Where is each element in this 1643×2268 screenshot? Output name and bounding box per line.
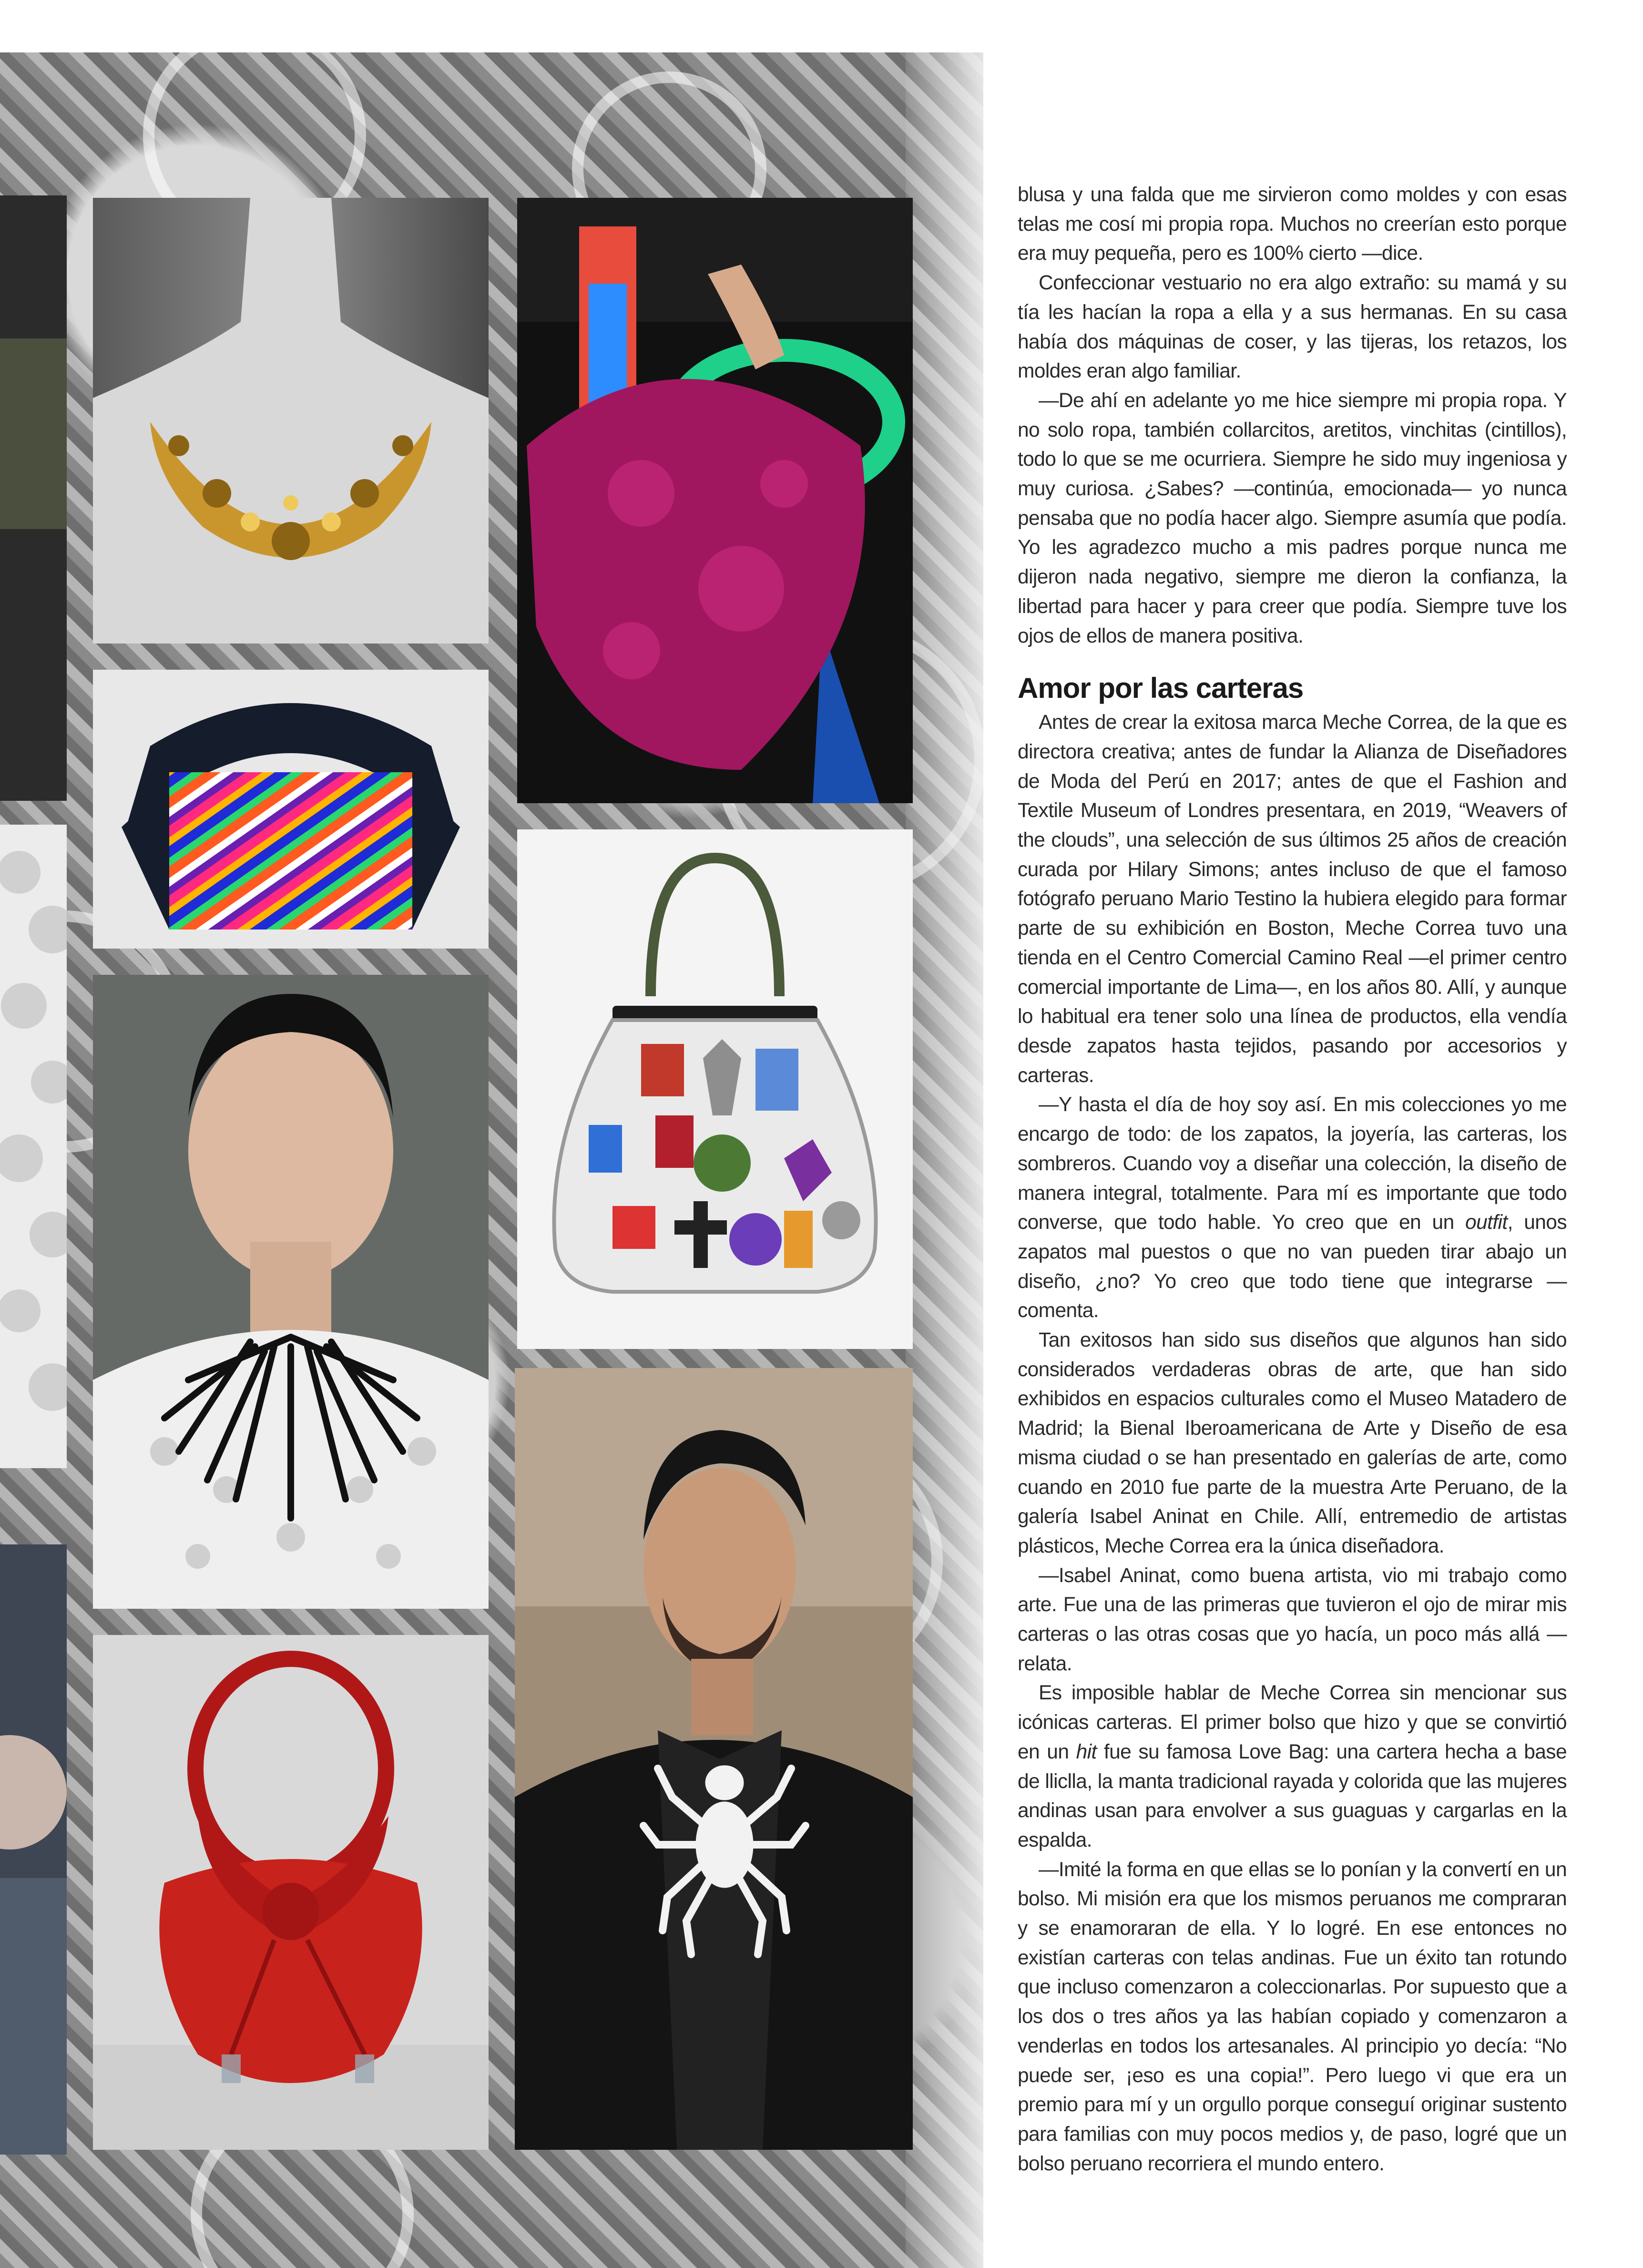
article-text-column [1018,180,1567,2178]
italic-term: hit [1076,1740,1097,1763]
photo-left-edge-3 [0,1544,67,2155]
paragraph-text: fue su famosa Love Bag: una cartera hecha a base de lliclla, la manta tradicional rayada y colorida que las mujeres andinas usan para envolver a sus guaguas y cargarlas en la espalda. [1018,1740,1567,1851]
section-heading: Amor por las carteras [1018,672,1304,705]
paragraph-text: —Y hasta el día de hoy soy así. En mis colecciones yo me encargo de todo: de los zapatos, la joyería, las carteras, los sombreros. Cuando voy a diseñar una colección, la diseño de manera integral, totalmente. Para mí es importante que todo converse, que todo hable. Yo creo que en un [1018,1093,1567,1234]
photo-clear-patch-bag [517,829,913,1349]
photo-red-felt-bag [93,1635,489,2150]
photo-gold-necklace [93,198,489,644]
article-paragraph: —Isabel Aninat, como buena artista, vio mi trabajo como arte. Fue una de las primeras que tuvieron el ojo de mirar mis carteras o las otras cosas que yo hacía, un poco más allá —relata. [1018,1564,1567,1675]
italic-term: outfit [1465,1211,1508,1234]
photo-magenta-clutch [517,198,913,803]
photo-left-edge-1 [0,195,67,801]
photo-left-edge-2 [0,825,67,1468]
article-paragraph [1018,1678,1567,1855]
article-paragraph: Confeccionar vestuario no era algo extraño: su mamá y su tía les hacían la ropa a ella y a sus hermanas. En su casa había dos máquinas de coser, y las tijeras, los retazos, los moldes eran algo familiar. [1018,272,1567,383]
photo-striped-handbag [93,670,489,949]
paragraph-text: Es imposible hablar de Meche Correa sin mencionar sus icónicas carteras. El primer bolso que hizo y que se convirtió en un [1018,1682,1567,1763]
article-paragraph: Antes de crear la exitosa marca Meche Correa, de la que es directora creativa; antes de fundar la Alianza de Diseñadores de Moda del Perú en 2017; antes de que el Fashion and Textile Museum of Londres presentara, en 2019, “Weavers of the clouds”, una selección de sus últimos 25 años de creación curada por Hilary Simons; antes incluso de que el famoso fotógrafo peruano Mario Testino la hubiera elegido para formar parte de su exhibición en Boston, Meche Correa tuvo una tienda en el Centro Comercial Camino Real —el primer centro comercial importante de Lima—, en los años 80. Allí, y aunque lo habitual era tener solo una línea de productos, ella vendía desde zapatos hasta tejidos, pasando por accesorios y carteras. [1018,711,1567,1087]
article-paragraph: Tan exitosos han sido sus diseños que algunos han sido considerados verdaderas obras de arte, que han sido exhibidos en espacios culturales como el Museo Matadero de Madrid; la Bienal Iberoamericana de Arte y Diseño de esa misma ciudad o se han presentado en galerías de arte, como cuando en 2010 fue parte de la muestra Arte Peruano, de la galería Isabel Aninat en Chile. Allí, entremedio de artistas plásticos, Meche Correa era la única diseñadora. [1018,1329,1567,1557]
article-paragraph [1018,1090,1567,1326]
collage-fade [906,52,983,2268]
photo-male-model-spider-brooch [515,1368,913,2150]
article-paragraph: blusa y una falda que me sirvieron como moldes y con esas telas me cosí mi propia ropa. Muchos no creerían esto porque era muy pequeña, pero es 100% cierto —dice. [1018,184,1567,265]
paragraph-text: , unos zapatos mal puestos o que no van pueden tirar abajo un diseño, ¿no? Yo creo que todo tiene que integrarse —comenta. [1018,1211,1567,1322]
article-paragraph: —De ahí en adelante yo me hice siempre mi propia ropa. Y no solo ropa, también collarcitos, aretitos, vinchitas (cintillos), todo lo que se me ocurriera. Siempre he sido muy ingeniosa y muy curiosa. ¿Sabes? —continúa, emocionada— yo nunca pensaba que no podía hacer algo. Siempre asumía que podía. Yo les agradezco mucho a mis padres porque nunca me dijeron nada negativo, siempre me dieron la confianza, la libertad para hacer y para creer que podía. Siempre tuve los ojos de ellos de manera positiva. [1018,389,1567,647]
photo-model-spike-necklace [93,975,489,1609]
article-paragraph: —Imité la forma en que ellas se lo ponían y la convertí en un bolso. Mi misión era que los mismos peruanos me compraran y se enamoraran de ella. Y lo logré. En ese entonces no existían carteras con telas andinas. Fue un éxito tan rotundo que incluso comenzaron a coleccionarlas. Por supuesto que a los dos o tres años ya las habían copiado y comenzaron a venderlas en todos los artesanales. Al principio yo decía: “No puede ser, ¡eso es una copia!”. Pero luego vi que era un premio para mí y un orgullo porque conseguí originar sustento para familias con muy pocos medios y, de paso, logré que un bolso peruano recorriera el mundo entero. [1018,1858,1567,2175]
